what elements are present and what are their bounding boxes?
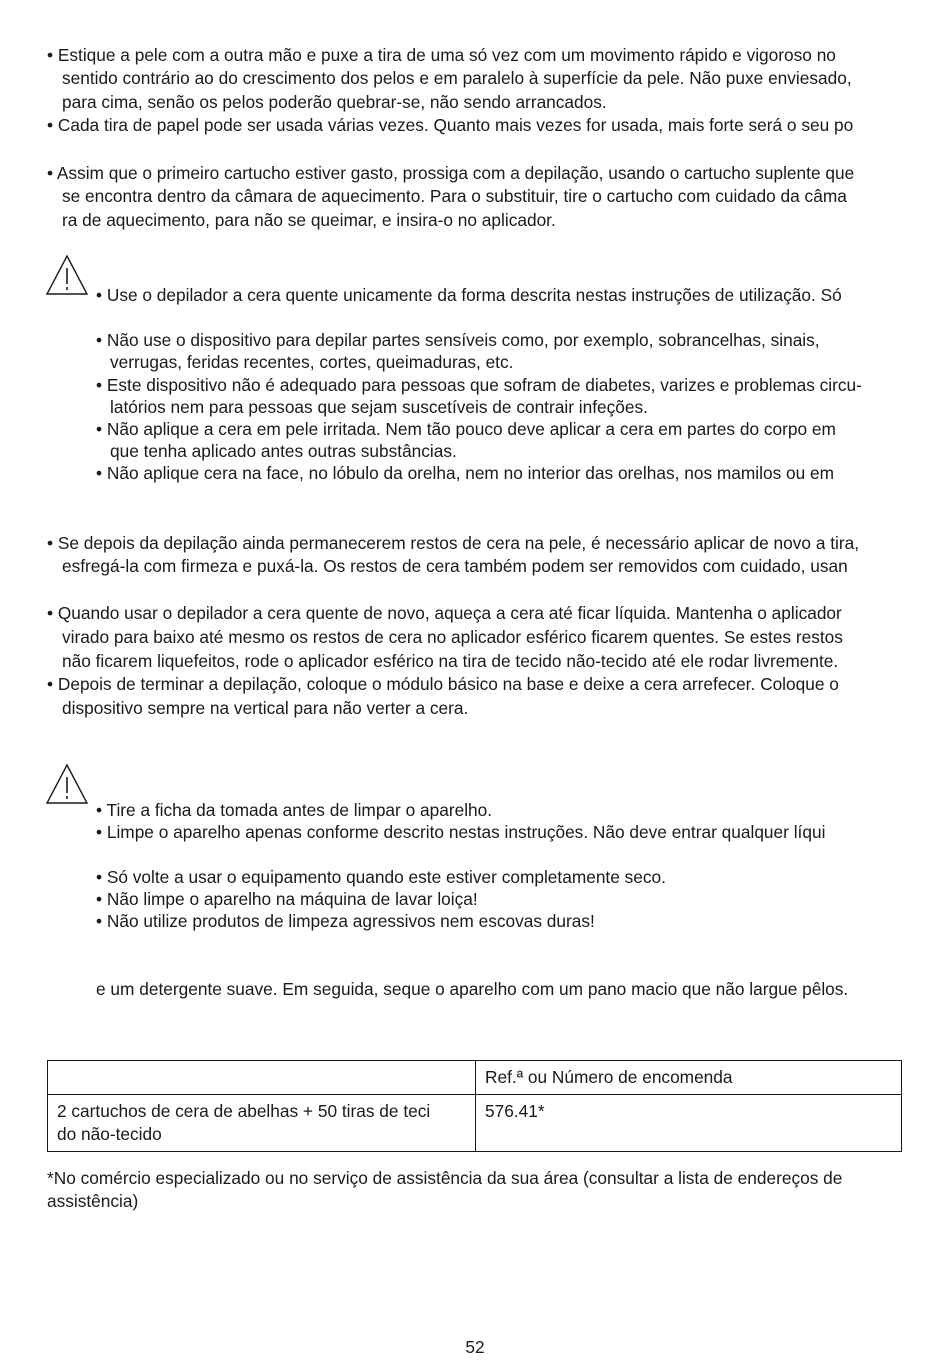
cleaning-text: e um detergente suave. Em seguida, seque o aparelho com um pano macio que não largue pêlos. — [96, 979, 849, 999]
footnote-line: *No comércio especializado ou no serviço de assistência da sua área (consultar a lista de endereços de — [47, 1168, 843, 1188]
warning-line: • Não use o dispositivo para depilar partes sensíveis como, por exemplo, sobrancelhas, sinais, — [96, 330, 820, 350]
instruction-line: virado para baixo até mesmo os restos de cera no aplicador esférico ficarem quentes. Se estes restos — [62, 627, 843, 647]
warning-line: latórios nem para pessoas que sejam suscetíveis de contrair infeções. — [110, 397, 648, 417]
table-cell-line: 2 cartuchos de cera de abelhas + 50 tiras de teci — [57, 1101, 431, 1121]
instruction-line: • Cada tira de papel pode ser usada várias vezes. Quanto mais vezes for usada, mais forte será o seu po — [47, 115, 854, 135]
instruction-line: • Depois de terminar a depilação, coloque o módulo básico na base e deixe a cera arrefecer. Coloque o — [47, 674, 839, 694]
warning-triangle-icon — [45, 254, 89, 296]
warning-line: • Não utilize produtos de limpeza agressivos nem escovas duras! — [96, 911, 595, 931]
warning-line: verrugas, feridas recentes, cortes, queimaduras, etc. — [110, 352, 514, 372]
instruction-line: esfregá-la com firmeza e puxá-la. Os restos de cera também podem ser removidos com cuidado, usan — [62, 556, 848, 576]
warning-line: que tenha aplicado antes outras substâncias. — [110, 441, 457, 461]
instruction-line: sentido contrário ao do crescimento dos pelos e em paralelo à superfície da pele. Não puxe enviesado, — [62, 68, 852, 88]
table-header-cell — [48, 1061, 476, 1095]
warning-line: • Use o depilador a cera quente unicamente da forma descrita nestas instruções de utilização. Só — [96, 285, 842, 305]
table-cell-reference: 576.41* — [476, 1095, 902, 1152]
table-header-row — [48, 1061, 902, 1095]
warning-line: • Só volte a usar o equipamento quando este estiver completamente seco. — [96, 867, 666, 887]
warning-line: • Limpe o aparelho apenas conforme descrito nestas instruções. Não deve entrar qualquer líqui — [96, 822, 826, 842]
instruction-line: • Assim que o primeiro cartucho estiver gasto, prossiga com a depilação, usando o cartucho suplente que — [47, 163, 855, 183]
page-number: 52 — [465, 1337, 485, 1357]
instruction-line: não ficarem liquefeitos, rode o aplicador esférico na tira de tecido não-tecido até ele rodar livremente. — [62, 651, 839, 671]
instruction-line: se encontra dentro da câmara de aquecimento. Para o substituir, tire o cartucho com cuidado da câma — [62, 186, 847, 206]
table-header-cell: Ref.ª ou Número de encomenda — [476, 1061, 902, 1095]
instruction-line: ra de aquecimento, para não se queimar, e insira-o no aplicador. — [62, 210, 556, 230]
instruction-line: dispositivo sempre na vertical para não verter a cera. — [62, 698, 469, 718]
table-row — [48, 1095, 902, 1152]
warning-line: • Não aplique cera na face, no lóbulo da orelha, nem no interior das orelhas, nos mamilos ou em — [96, 463, 835, 483]
warning-line: • Não limpe o aparelho na máquina de lavar loiça! — [96, 889, 478, 909]
warning-triangle-icon — [45, 763, 89, 805]
warning-line: • Não aplique a cera em pele irritada. Nem tão pouco deve aplicar a cera em partes do corpo em — [96, 419, 836, 439]
table-cell-line: do não-tecido — [57, 1124, 162, 1144]
spare-parts-table — [47, 1060, 902, 1152]
warning-line: • Tire a ficha da tomada antes de limpar o aparelho. — [96, 800, 493, 820]
footnote-line: assistência) — [47, 1191, 139, 1211]
instruction-line: • Se depois da depilação ainda permanecerem restos de cera na pele, é necessário aplicar de novo a tira, — [47, 533, 860, 553]
table-cell-description — [48, 1095, 476, 1152]
instruction-line: • Estique a pele com a outra mão e puxe a tira de uma só vez com um movimento rápido e vigoroso no — [47, 45, 836, 65]
instruction-line: para cima, senão os pelos poderão quebrar-se, não sendo arrancados. — [62, 92, 607, 112]
warning-line: • Este dispositivo não é adequado para pessoas que sofram de diabetes, varizes e problemas circu- — [96, 375, 862, 395]
instruction-line: • Quando usar o depilador a cera quente de novo, aqueça a cera até ficar líquida. Mantenha o aplicador — [47, 603, 842, 623]
